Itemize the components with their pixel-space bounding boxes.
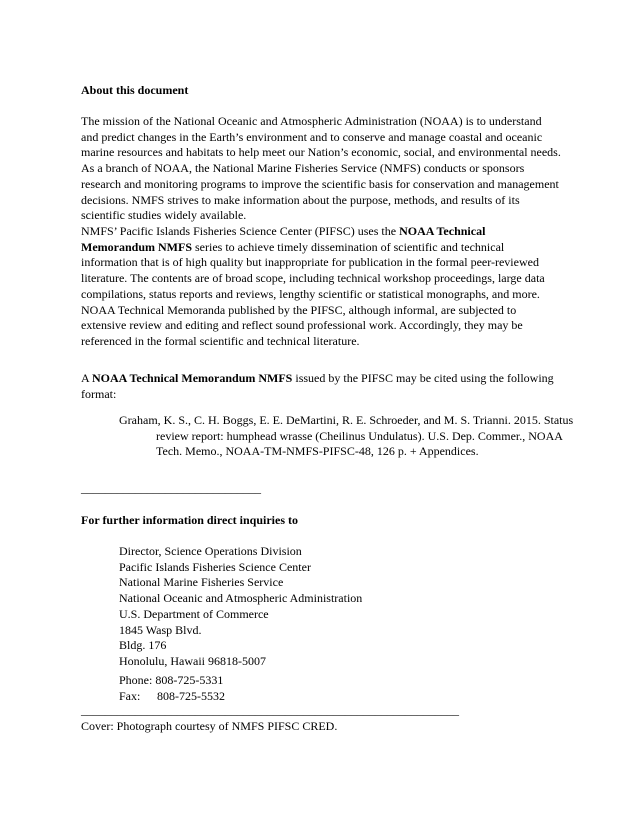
pifsc-paragraph-pre: NMFS’ Pacific Islands Fisheries Science Center (PIFSC) uses the xyxy=(81,224,400,238)
pifsc-paragraph-post: series to achieve timely dissemination of scientific and technical information that is of high quality but inappropriate for publication in the formal peer-reviewed literature. The contents are of broad scope, including technical workshop proceedings, large data compilations, status reports and reviews, lengthy scientific or statistical monographs, and more. NOAA Technical Memoranda published by the PIFSC, although informal, are subjected to extensive review and editing and reflect sound professional work. Accordingly, they may be referenced in the formal scientific and technical literature. xyxy=(81,239,545,348)
address-line: Pacific Islands Fisheries Science Center xyxy=(119,559,311,574)
citation-intro-paragraph xyxy=(81,371,561,402)
fax-label: Fax: xyxy=(119,689,141,703)
short-divider: ______________________________ xyxy=(81,481,261,495)
address-line: Director, Science Operations Division xyxy=(119,544,302,558)
address-line: 1845 Wasp Blvd. xyxy=(119,622,202,637)
contact-phone: Phone: 808-725-5331 xyxy=(119,673,224,687)
pifsc-paragraph xyxy=(81,224,561,350)
citation-intro-bold: NOAA Technical Memorandum NMFS xyxy=(92,371,293,385)
pifsc-paragraph-bold: NOAA Technical Memorandum NMFS xyxy=(81,224,486,254)
long-divider: _______________________________________________________________ xyxy=(81,703,459,717)
cover-credit: Cover: Photograph courtesy of NMFS PIFSC CRED. xyxy=(81,719,338,733)
fax-number: 808-725-5532 xyxy=(157,689,225,703)
about-heading: About this document xyxy=(81,83,189,97)
citation-intro-pre: A xyxy=(81,371,93,385)
mission-paragraph: The mission of the National Oceanic and Atmospheric Administration (NOAA) is to understand and predict changes in the Earth’s environment and to conserve and manage coastal and oceanic marine resources and habitats to help meet our Nation’s economic, social, and environmental needs. As a branch of NOAA, the National Marine Fisheries Service (NMFS) conducts or sponsors research and monitoring programs to improve the scientific basis for conservation and management decisions. NMFS strives to make information about the purpose, methods, and results of its scientific studies widely available. xyxy=(81,114,561,223)
address-line: National Marine Fisheries Service xyxy=(119,575,284,590)
address-line: National Oceanic and Atmospheric Administration xyxy=(119,591,363,606)
address-line: Bldg. 176 xyxy=(119,638,167,653)
citation-intro-post: issued by the PIFSC may be cited using the following format: xyxy=(81,371,554,401)
example-citation: Graham, K. S., C. H. Boggs, E. E. DeMartini, R. E. Schroeder, and M. S. Trianni. 2015. Status review report: humphead wrasse (Cheilinus Undulatus). U.S. Dep. Commer., NOAA Tech. Memo., NOAA-TM-NMFS-PIFSC-48, 126 p. + Appendices. xyxy=(119,413,574,459)
address-line: U.S. Department of Commerce xyxy=(119,606,269,621)
inquiries-heading: For further information direct inquiries to xyxy=(81,513,298,527)
contact-address xyxy=(119,544,599,670)
address-line: Honolulu, Hawaii 96818-5007 xyxy=(119,653,266,668)
